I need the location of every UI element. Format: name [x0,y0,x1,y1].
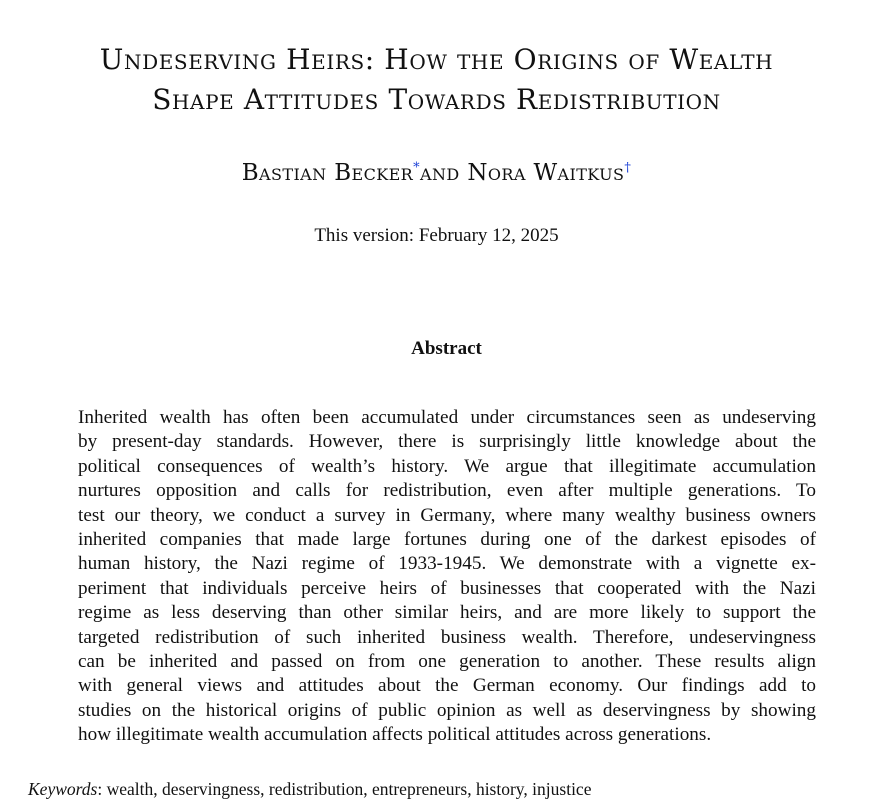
abstract-line: with general views and attitudes about the German economy. Our findings add to [78,675,816,697]
author-1-footnote-link[interactable]: * [413,160,421,176]
keywords-label: Keywords [28,779,98,799]
abstract-line: regime as less deserving than other similar heirs, and are more likely to support the [78,602,816,624]
abstract-line: studies on the historical origins of public opinion as well as deservingness by showing [78,699,816,721]
abstract-line: political consequences of wealth’s history. We argue that illegitimate accumulation [78,455,816,477]
abstract-line: human history, the Nazi regime of 1933-1945. We demonstrate with a vignette ex- [78,553,816,575]
abstract-heading: Abstract [411,338,482,359]
keywords-separator: : [97,779,103,799]
keywords-line [28,778,591,800]
abstract-line: how illegitimate wealth accumulation affects political attitudes across generations. [78,724,712,746]
abstract-line: Inherited wealth has often been accumulated under circumstances seen as undeserving [78,407,816,428]
title-line-2: Shape Attitudes Towards Redistribution [152,83,721,116]
author-1-name: Bastian Becker [241,160,414,186]
abstract-body [78,406,816,748]
abstract-line: nurtures opposition and calls for redistribution, even after multiple generations. To [78,480,816,502]
author-joiner: and [420,160,460,186]
version-date: This version: February 12, 2025 [314,225,559,246]
abstract-line: targeted redistribution of such inherited business wealth. Therefore, undeservingness [78,626,816,648]
author-2-footnote-link[interactable]: † [624,160,632,176]
paper-title [0,40,873,120]
abstract-line: test our theory, we conduct a survey in Germany, where many wealthy business owners [78,504,816,526]
keywords-list: wealth, deservingness, redistribution, entrepreneurs, history, injustice [106,779,592,799]
author-2-name: Nora Waitkus [467,160,625,186]
abstract-line: can be inherited and passed on from one generation to another. These results align [78,651,816,673]
abstract-line: inherited companies that made large fortunes during one of the darkest episodes of [78,529,816,551]
author-line [0,158,873,188]
abstract-line: periment that individuals perceive heirs of businesses that cooperated with the Nazi [78,577,816,599]
abstract-line: by present-day standards. However, there is surprisingly little knowledge about the [78,431,816,453]
title-line-1: Undeserving Heirs: How the Origins of Wealth [99,43,774,76]
